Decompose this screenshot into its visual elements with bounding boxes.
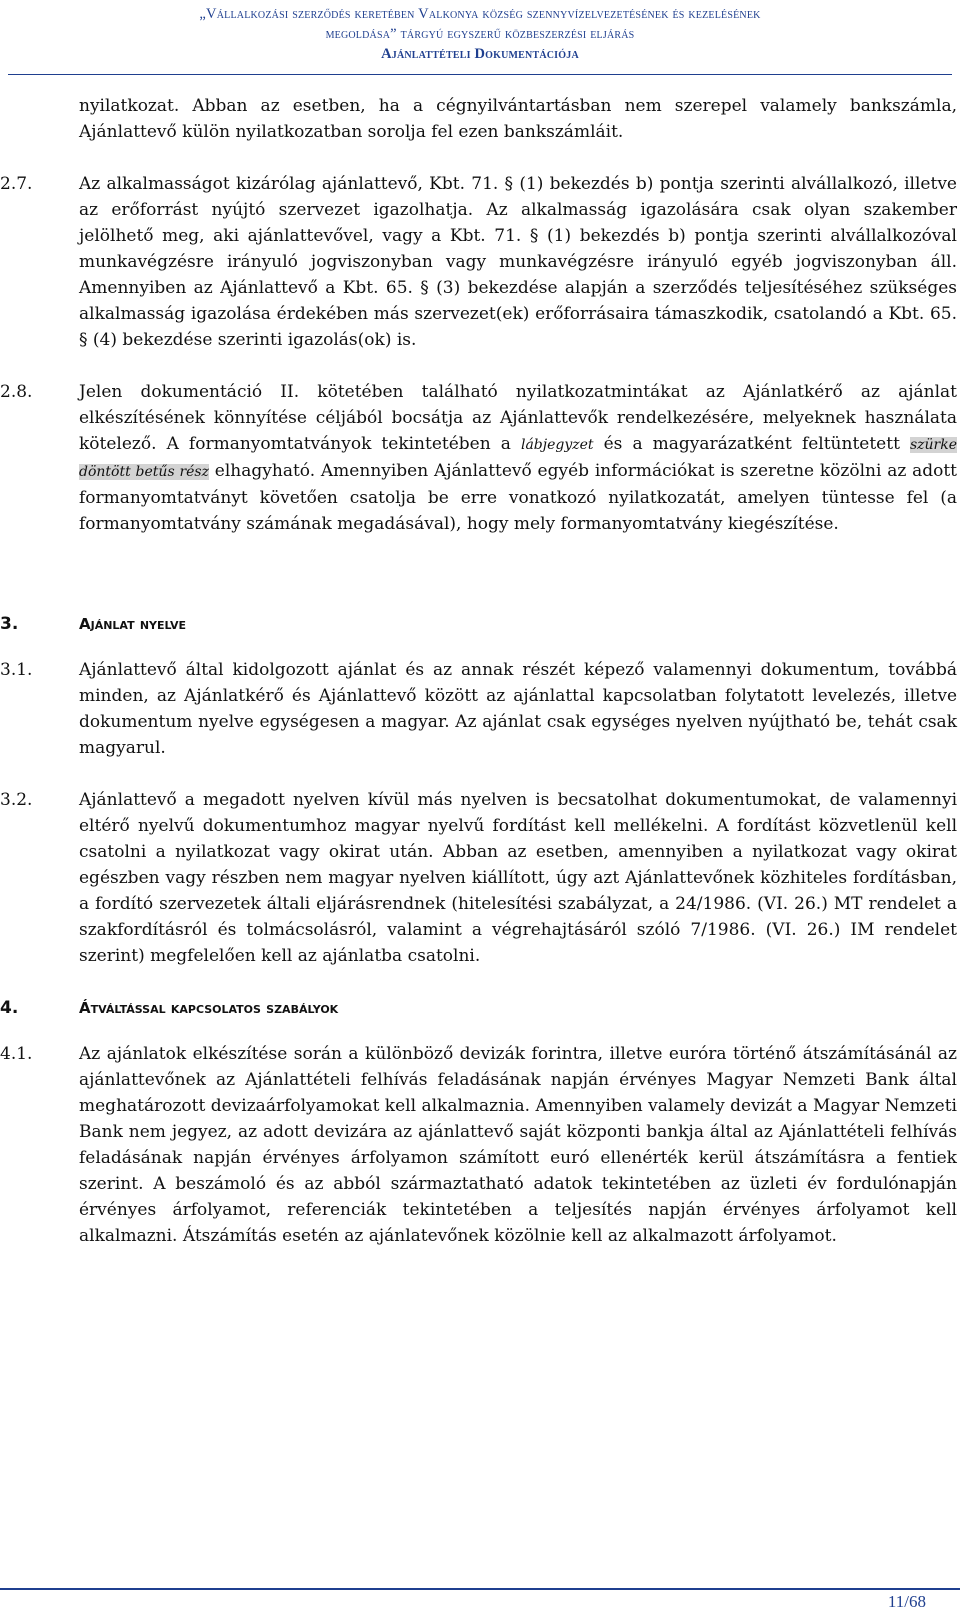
paragraph-text: Az ajánlatok elkészítése során a különböző devizák forintra, illetve euróra történő átszámításánál az ajánlattevőnek az Ajánlattételi felhívás feladásának napján érvényes Magyar Nemzeti Bank által meghatározott devizaárfolyamokat kell alkalmaznia. Amennyiben valamely devizát a Magyar Nemzeti Bank nem jegyez, az adott devizára az ajánlattevő saját központi bankja által az Ajánlattételi felhívás feladásának napján érvényes árfolyamon számított euró ellenérték kerül átszámításra a fentiek szerint. A beszámoló és az abból származtatható adatok tekintetében az üzleti év fordulónapján érvényes árfolyamot, referenciák tekintetében a teljesítés napján érvényes árfolyamot kell alkalmazni. Átszámítás esetén az ajánlatevőnek közölnie kell az alkalmazott árfolyamot. [79,1044,957,1246]
footer-divider [0,1588,960,1590]
paragraph-number: 3.1. [0,660,33,680]
gray-italic-highlight: szürke döntött betűs rész [79,437,958,480]
section-heading-4 [0,995,960,1021]
header-divider [8,74,952,75]
paragraph-3-2 [0,787,957,969]
paragraph-text: elhagyható. Amennyiben Ajánlattevő egyéb információkat is szeretne közölni az adott formanyomtatványt követően csatolja be erre vonatkozó nyilatkozatát, amelyen tüntesse fel (a formanyomtatvány számának megadásával), hogy mely formanyomtatvány kiegészítése. [79,461,957,534]
document-header [40,4,920,64]
paragraph-2-8 [0,379,958,537]
paragraph-number: 2.8. [0,382,33,402]
paragraph-text: nyilatkozat. Abban az esetben, ha a cégnyilvántartásban nem szerepel valamely bankszámla, Ajánlattevő külön nyilatkozatban sorolja fel ezen bankszámláit. [79,96,957,142]
section-number: 3. [0,614,19,634]
paragraph-number: 3.2. [0,790,33,810]
paragraph-4-1 [0,1041,957,1249]
header-title-line-1: „Vállalkozási szerződés keretében Valkonya község szennyvízelvezetésének és kezelésének [199,6,761,22]
paragraph-3-1 [0,657,957,761]
section-title: Ajánlat nyelve [79,615,187,633]
header-title-line-2: megoldása” tárgyú egyszerű közbeszerzési eljárás [325,26,635,42]
paragraph-text: és a magyarázatként feltüntetett [603,434,900,454]
paragraph-text: Ajánlattevő a megadott nyelven kívül más nyelven is becsatolhat dokumentumokat, de valamennyi eltérő nyelvű dokumentumhoz magyar nyelvű fordítást kell mellékelni. A fordítást közvetlenül kell csatolni a nyilatkozat vagy okirat után. Abban az esetben, amennyiben a nyilatkozat vagy okirat egészben vagy részben nem magyar nyelven kiállított, úgy azt Ajánlattevőnek közhiteles fordításban, a fordító szervezetek általi eljárásrendnek (hitelesítési szabályzat, a 24/1986. (VI. 26.) MT rendelet a szakfordításról és tolmácsolásról, valamint a végrehajtásáról szóló 7/1986. (VI. 26.) IM rendelet szerint) megfelelően kell az ajánlatba csatolni. [79,790,957,966]
page-number: 11/68 [887,1592,926,1611]
section-heading-3 [0,611,960,637]
paragraph-text: Jelen dokumentáció II. kötetében található nyilatkozatmintákat az Ajánlatkérő az ajánlat elkészítésének könnyítése céljából bocsátja az Ajánlattevők rendelkezésére, melyeknek használata kötelező. A formanyomtatványok tekintetében a [79,382,957,454]
section-number: 4. [0,998,19,1018]
paragraph-continued [79,93,957,145]
paragraph-number: 2.7. [0,174,33,194]
header-title-line-3: Ajánlattételi Dokumentációja [381,46,579,62]
paragraph-2-7 [0,171,957,353]
section-title: Átváltással kapcsolatos szabályok [79,999,339,1017]
paragraph-text: Ajánlattevő által kidolgozott ajánlat és az annak részét képező valamennyi dokumentum, továbbá minden, az Ajánlatkérő és Ajánlattevő között az ajánlattal kapcsolatban folytatott levelezés, illetve dokumentum nyelve egységesen a magyar. Az ajánlat csak egységes nyelven nyújtható be, tehát csak magyarul. [79,660,957,758]
document-body [0,93,960,1249]
footnote-term: lábjegyzet [520,437,594,453]
paragraph-text: Az alkalmasságot kizárólag ajánlattevő, Kbt. 71. § (1) bekezdés b) pontja szerinti alvállalkozó, illetve az erőforrást nyújtó szervezet igazolhatja. Az alkalmasság igazolására csak olyan szakember jelölhető meg, aki ajánlattevővel, vagy a Kbt. 71. § (1) bekezdés b) pontja szerinti alvállalkozóval munkavégzésre irányuló jogviszonyban vagy munkavégzésre irányuló egyéb jogviszonyban áll. Amennyiben az Ajánlattevő a Kbt. 65. § (3) bekezdése alapján a szerződés teljesítéséhez szükséges alkalmasság igazolása érdekében más szervezet(ek) erőforrásaira támaszkodik, csatolandó a Kbt. 65. § (4) bekezdése szerinti igazolás(ok) is. [79,174,957,350]
paragraph-number: 4.1. [0,1044,33,1064]
